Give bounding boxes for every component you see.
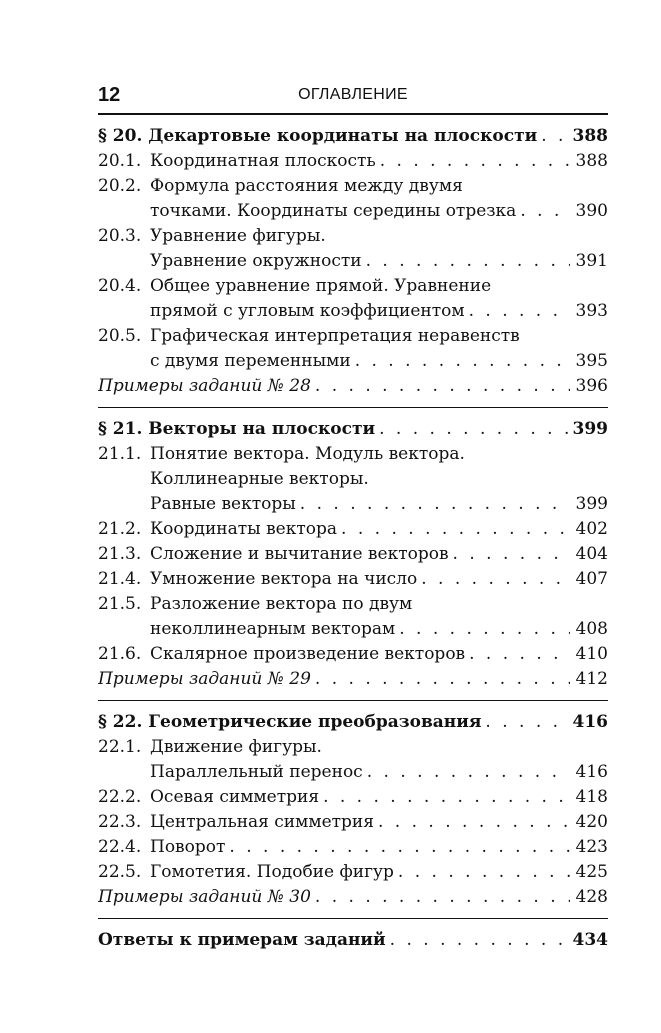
dot-leader (341, 517, 570, 542)
dot-leader (399, 617, 570, 642)
entry-title: Параллельный перенос (150, 762, 363, 782)
entry-page: 399 (575, 494, 608, 514)
toc-entry (98, 785, 608, 810)
entry-line (98, 149, 608, 174)
entry-line (98, 810, 608, 835)
toc-section (98, 123, 608, 399)
entry-page: 402 (575, 519, 608, 539)
dot-leader (323, 785, 570, 810)
section-title: § 21. Векторы на плоскости (98, 419, 376, 439)
entry-number: 22.2. (98, 787, 142, 807)
entry-title: Сложение и вычитание векторов (150, 544, 449, 564)
entry-page: 416 (575, 762, 608, 782)
entry-line (98, 567, 608, 592)
entry-title: Осевая симметрия (150, 787, 320, 807)
entry-line (98, 517, 608, 542)
entry-line (98, 274, 608, 299)
entry-page: 418 (575, 787, 608, 807)
toc-entry (98, 735, 608, 785)
dot-leader (315, 667, 570, 692)
entry-number: 20.2. (98, 176, 142, 196)
examples-entry (98, 374, 608, 399)
entry-number: 21.3. (98, 544, 142, 564)
entry-page: 423 (575, 837, 608, 857)
section-heading (98, 416, 608, 442)
toc-entry (98, 860, 608, 885)
entry-page: 410 (575, 644, 608, 664)
entry-page: 420 (575, 812, 608, 832)
entry-page: 388 (575, 151, 608, 171)
entry-title: Уравнение окружности (150, 251, 362, 271)
section-page: 434 (572, 930, 608, 950)
section-title: § 22. Геометрические преобразования (98, 712, 482, 732)
entry-title: Формула расстояния между двумя (150, 176, 463, 196)
entry-page: 408 (575, 619, 608, 639)
entry-number: 21.1. (98, 444, 142, 464)
examples-page: 412 (575, 669, 608, 689)
entry-line (98, 860, 608, 885)
toc-entry (98, 442, 608, 517)
entry-line (98, 349, 608, 374)
examples-title: Примеры заданий № 30 (98, 887, 311, 907)
toc-entry (98, 642, 608, 667)
section-heading (98, 927, 608, 953)
dot-leader (421, 567, 570, 592)
entry-page: 395 (575, 351, 608, 371)
entry-number: 21.4. (98, 569, 142, 589)
dot-leader (541, 123, 568, 149)
entry-title: Скалярное произведение векторов (150, 644, 466, 664)
section-heading (98, 123, 608, 149)
entry-page: 391 (575, 251, 608, 271)
entry-title: точками. Координаты середины отрезка (150, 201, 517, 221)
dot-leader (453, 542, 570, 567)
examples-title: Примеры заданий № 28 (98, 376, 311, 396)
toc-entry (98, 174, 608, 224)
entry-page: 407 (575, 569, 608, 589)
entry-title: Координаты вектора (150, 519, 338, 539)
entry-number: 22.3. (98, 812, 142, 832)
section-title: Ответы к примерам заданий (98, 930, 386, 950)
entry-number: 21.6. (98, 644, 142, 664)
toc-entry (98, 835, 608, 860)
dot-leader (520, 199, 570, 224)
entry-title: Движение фигуры. (150, 737, 322, 757)
dot-leader (367, 760, 570, 785)
entry-line (98, 617, 608, 642)
dot-leader (380, 149, 570, 174)
entry-line (98, 735, 608, 760)
entry-line (98, 835, 608, 860)
entry-line (98, 492, 608, 517)
toc-entry (98, 274, 608, 324)
entry-number: 21.5. (98, 594, 142, 614)
examples-entry (98, 667, 608, 692)
toc-section (98, 407, 608, 692)
entry-line (98, 760, 608, 785)
entry-title: Центральная симметрия (150, 812, 374, 832)
examples-entry (98, 885, 608, 910)
entry-page: 404 (575, 544, 608, 564)
table-of-contents (98, 123, 608, 953)
entry-number: 20.3. (98, 226, 142, 246)
dot-leader (300, 492, 570, 517)
entry-title: Общее уравнение прямой. Уравнение (150, 276, 492, 296)
entry-title: с двумя переменными (150, 351, 351, 371)
entry-line (98, 199, 608, 224)
toc-entry (98, 224, 608, 274)
entry-line (98, 442, 608, 467)
entry-line (98, 249, 608, 274)
entry-number: 21.2. (98, 519, 142, 539)
entry-number: 22.5. (98, 862, 142, 882)
dot-leader (469, 299, 570, 324)
dot-leader (315, 885, 570, 910)
examples-title: Примеры заданий № 29 (98, 669, 311, 689)
entry-title: Уравнение фигуры. (150, 226, 326, 246)
entry-title: Поворот (150, 837, 226, 857)
dot-leader (379, 416, 568, 442)
toc-section (98, 700, 608, 910)
entry-line (98, 174, 608, 199)
toc-entry (98, 592, 608, 642)
dot-leader (398, 860, 570, 885)
entry-title: Разложение вектора по двум (150, 594, 413, 614)
section-heading (98, 709, 608, 735)
toc-entry (98, 542, 608, 567)
entry-title: Понятие вектора. Модуль вектора. (150, 444, 465, 464)
entry-line (98, 542, 608, 567)
toc-entry (98, 810, 608, 835)
toc-entry (98, 149, 608, 174)
section-page: 399 (572, 419, 608, 439)
running-head: ОГЛАВЛЕНИЕ (298, 86, 408, 103)
entry-line (98, 785, 608, 810)
entry-number: 22.4. (98, 837, 142, 857)
entry-number: 20.1. (98, 151, 142, 171)
entry-title: Коллинеарные векторы. (150, 469, 369, 489)
page-header (98, 84, 608, 110)
dot-leader (390, 927, 569, 953)
examples-page: 396 (575, 376, 608, 396)
section-page: 416 (572, 712, 608, 732)
entry-line (98, 299, 608, 324)
section-title: § 20. Декартовые координаты на плоскости (98, 126, 538, 146)
examples-page: 428 (575, 887, 608, 907)
dot-leader (469, 642, 570, 667)
entry-title: Гомотетия. Подобие фигур (150, 862, 394, 882)
entry-page: 390 (575, 201, 608, 221)
dot-leader (378, 810, 570, 835)
toc-entry (98, 324, 608, 374)
toc-entry (98, 567, 608, 592)
toc-entry (98, 517, 608, 542)
entry-line (98, 642, 608, 667)
toc-section (98, 918, 608, 953)
entry-line (98, 592, 608, 617)
entry-page: 393 (575, 301, 608, 321)
entry-line (98, 224, 608, 249)
entry-title: Равные векторы (150, 494, 296, 514)
header-rule (98, 113, 608, 115)
entry-title: Координатная плоскость (150, 151, 376, 171)
entry-number: 22.1. (98, 737, 142, 757)
entry-page: 425 (575, 862, 608, 882)
entry-line (98, 467, 608, 492)
entry-title: неколлинеарным векторам (150, 619, 396, 639)
dot-leader (485, 709, 568, 735)
entry-number: 20.5. (98, 326, 142, 346)
entry-number: 20.4. (98, 276, 142, 296)
dot-leader (355, 349, 570, 374)
dot-leader (366, 249, 570, 274)
page-number: 12 (98, 84, 121, 106)
entry-title: Графическая интерпретация неравенств (150, 326, 520, 346)
dot-leader (229, 835, 570, 860)
entry-title: прямой с угловым коэффициентом (150, 301, 465, 321)
dot-leader (315, 374, 570, 399)
entry-title: Умножение вектора на число (150, 569, 418, 589)
entry-line (98, 324, 608, 349)
section-page: 388 (572, 126, 608, 146)
